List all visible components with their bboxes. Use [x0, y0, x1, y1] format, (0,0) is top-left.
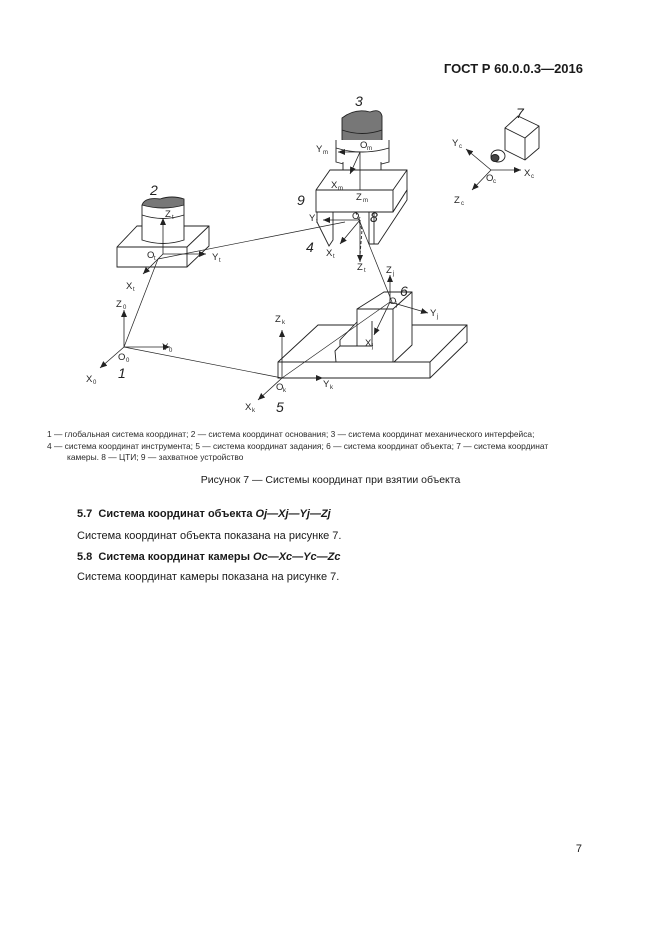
label-O0: O: [118, 352, 126, 363]
svg-text:c: c: [531, 174, 534, 180]
label-Xm: X: [331, 180, 338, 191]
label-Y1: Y: [212, 252, 219, 263]
svg-text:j: j: [393, 271, 395, 277]
label-8: 8: [370, 209, 378, 225]
svg-text:k: k: [330, 385, 333, 391]
section-5-7-formula: Oj—Xj—Yj—Zj: [255, 508, 331, 520]
svg-text:t: t: [364, 268, 366, 274]
label-Xj: X: [365, 338, 372, 349]
svg-text:k: k: [252, 408, 255, 414]
legend-line-3: камеры. 8 — ЦТИ; 9 — захватное устройство: [67, 452, 244, 462]
svg-text:k: k: [283, 388, 286, 394]
svg-text:0: 0: [126, 358, 130, 364]
svg-text:t: t: [316, 219, 318, 225]
label-6: 6: [400, 283, 408, 299]
label-Y0: Y: [162, 342, 169, 353]
svg-text:j: j: [437, 314, 439, 320]
label-Zk: Z: [275, 314, 281, 325]
label-3: 3: [355, 93, 363, 109]
label-X0: X: [86, 374, 93, 385]
section-5-7-heading: 5.7 Система координат объекта Oj—Xj—Yj—Zj: [77, 508, 331, 520]
label-Ym: Y: [316, 144, 323, 155]
label-Zc: Z: [454, 195, 460, 206]
svg-text:m: m: [338, 186, 343, 192]
label-4: 4: [306, 239, 314, 255]
label-Zm: Z: [356, 192, 362, 203]
label-Xk: X: [245, 402, 252, 413]
svg-text:k: k: [282, 320, 285, 326]
label-5: 5: [276, 399, 284, 415]
svg-text:t: t: [154, 256, 156, 262]
label-Yc: Y: [452, 138, 459, 149]
label-Zj: Z: [386, 265, 392, 276]
svg-text:c: c: [493, 179, 496, 185]
figure-legend: [47, 429, 583, 464]
svg-text:t: t: [219, 258, 221, 264]
label-2: 2: [150, 182, 158, 198]
svg-text:m: m: [363, 198, 368, 204]
svg-text:m: m: [367, 146, 372, 152]
svg-text:c: c: [461, 201, 464, 207]
figure-caption: Рисунок 7 — Системы координат при взятии объекта: [200, 474, 461, 486]
svg-text:m: m: [323, 150, 328, 156]
label-Yk: Y: [323, 379, 330, 390]
label-Ot: O: [352, 211, 360, 222]
svg-text:t: t: [333, 254, 335, 260]
standard-header: ГОСТ Р 60.0.0.3—2016: [443, 61, 583, 76]
label-Yt: Y: [309, 213, 316, 224]
coordinate-systems-figure: [0, 0, 661, 430]
legend-line-1: 1 — глобальная система координат; 2 — система координат основания; 3 — система координат механического интерфейса;: [47, 429, 535, 439]
label-Z0: Z: [116, 299, 122, 310]
svg-text:0: 0: [93, 380, 97, 386]
camera-body: [491, 116, 539, 162]
svg-text:t: t: [133, 287, 135, 293]
label-7: 7: [516, 105, 524, 121]
section-5-7-title: Система координат объекта: [98, 508, 253, 520]
svg-text:j: j: [372, 344, 374, 350]
section-5-8-text: Система координат камеры показана на рисунке 7.: [77, 571, 340, 583]
section-5-8-heading: 5.8 Система координат камеры Oc—Xc—Yc—Zc: [77, 551, 341, 563]
label-Yj: Y: [430, 308, 437, 319]
label-Zt: Z: [357, 262, 363, 273]
label-Oj: O: [389, 296, 397, 307]
svg-text:0: 0: [169, 348, 173, 354]
robot-flange-gripper: [316, 111, 407, 255]
svg-text:0: 0: [123, 305, 127, 311]
label-Oc: O: [486, 173, 494, 184]
label-Z1: Z: [165, 209, 171, 220]
label-9: 9: [297, 192, 305, 208]
label-1: 1: [118, 365, 126, 381]
section-5-8-formula: Oc—Xc—Yc—Zc: [253, 551, 341, 563]
page-number: 7: [575, 843, 582, 855]
label-X1: X: [126, 281, 133, 292]
label-Xt: X: [326, 248, 333, 259]
svg-text:j: j: [396, 302, 398, 308]
label-Om: O: [360, 140, 368, 151]
label-O1: O: [147, 250, 155, 261]
label-Ok: O: [276, 382, 284, 393]
label-Xc: X: [524, 168, 531, 179]
section-5-7-text: Система координат объекта показана на рисунке 7.: [77, 530, 342, 542]
svg-text:t: t: [172, 215, 174, 221]
svg-text:t: t: [359, 217, 361, 223]
section-5-8-title: Система координат камеры: [98, 551, 250, 563]
svg-text:c: c: [459, 144, 462, 150]
legend-line-2: 4 — система координат инструмента; 5 — система координат задания; 6 — система координат объекта; 7 — система координат: [47, 440, 549, 451]
